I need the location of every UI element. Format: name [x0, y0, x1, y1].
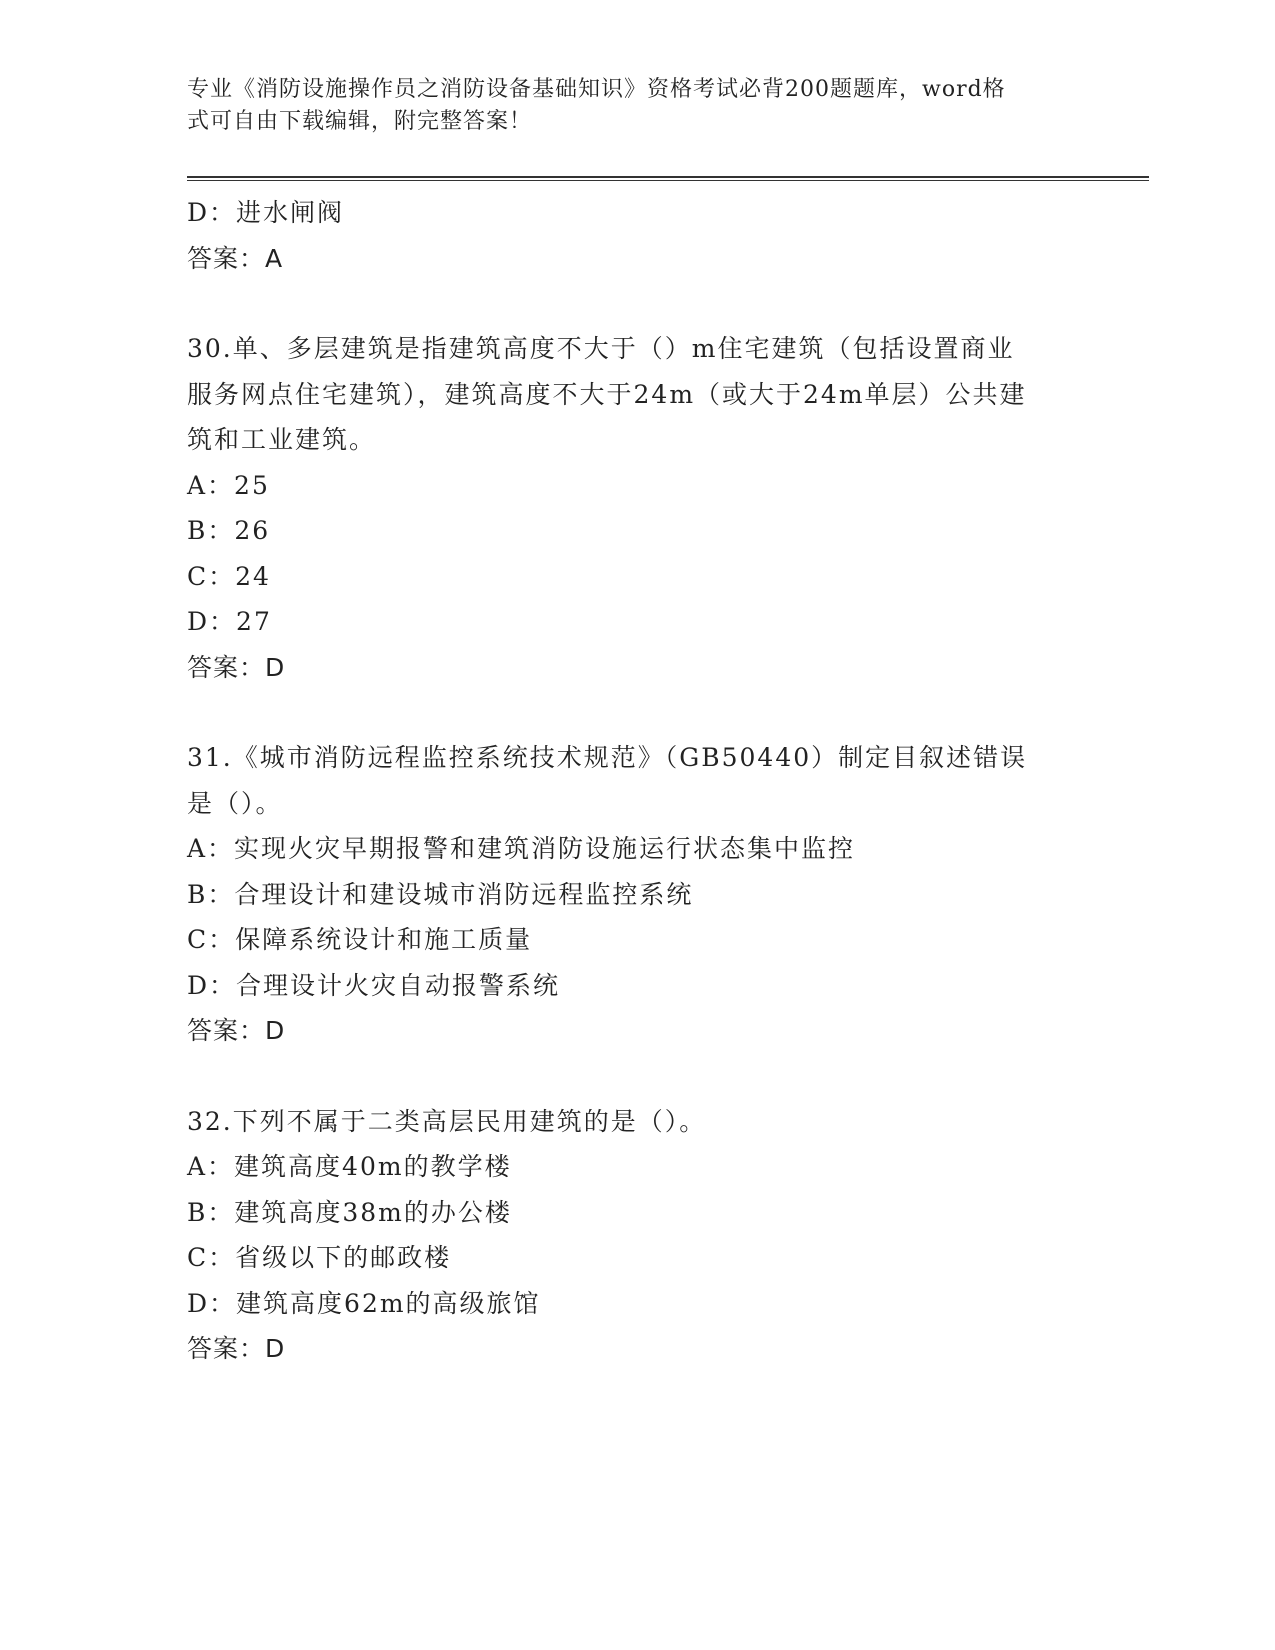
option-c: C：省级以下的邮政楼 — [187, 1243, 452, 1272]
question-fragment — [187, 190, 1087, 281]
page-header — [187, 74, 1087, 138]
answer-line: 答案：D — [187, 1016, 286, 1045]
answer-line: 答案：A — [187, 243, 284, 273]
header-line-1: 专业《消防设施操作员之消防设备基础知识》资格考试必背200题题库，word格 — [187, 77, 1006, 102]
answer-line: 答案：D — [187, 1334, 286, 1363]
option-d: D：27 — [187, 607, 272, 636]
question-stem: 32.下列不属于二类高层民用建筑的是（）。 — [187, 1106, 707, 1136]
option-d: D：建筑高度62m的高级旅馆 — [187, 1288, 541, 1318]
question-31 — [187, 735, 1087, 1054]
option-a: A：建筑高度40m的教学楼 — [187, 1152, 512, 1181]
question-stem: 31.《城市消防远程监控系统技术规范》（GB50440）制定目叙述错误 — [187, 743, 1028, 772]
answer-line: 答案：D — [187, 652, 286, 682]
option-c: C：24 — [187, 561, 271, 591]
option-b: B：合理设计和建设城市消防远程监控系统 — [187, 879, 694, 909]
question-stem: 30.单、多层建筑是指建筑高度不大于（）m住宅建筑（包括设置商业 — [187, 334, 1015, 363]
header-line-2: 式可自由下载编辑，附完整答案！ — [187, 109, 533, 134]
option-d: D：进水闸阀 — [187, 198, 345, 227]
option-b: B：26 — [187, 516, 271, 545]
header-divider — [187, 176, 1149, 181]
spacer — [187, 281, 1087, 326]
question-stem: 筑和工业建筑。 — [187, 425, 377, 454]
option-a: A：实现火灾早期报警和建筑消防设施运行状态集中监控 — [187, 834, 856, 863]
spacer — [187, 690, 1087, 735]
question-32 — [187, 1099, 1087, 1372]
question-stem: 服务网点住宅建筑），建筑高度不大于24m（或大于24m单层）公共建 — [187, 379, 1027, 409]
option-a: A：25 — [187, 470, 270, 500]
question-30 — [187, 326, 1087, 690]
document-body — [187, 190, 1087, 1372]
option-c: C：保障系统设计和施工质量 — [187, 925, 533, 954]
question-stem: 是（）。 — [187, 788, 283, 818]
option-d: D：合理设计火灾自动报警系统 — [187, 970, 561, 1000]
option-b: B：建筑高度38m的办公楼 — [187, 1197, 512, 1227]
spacer — [187, 1054, 1087, 1099]
